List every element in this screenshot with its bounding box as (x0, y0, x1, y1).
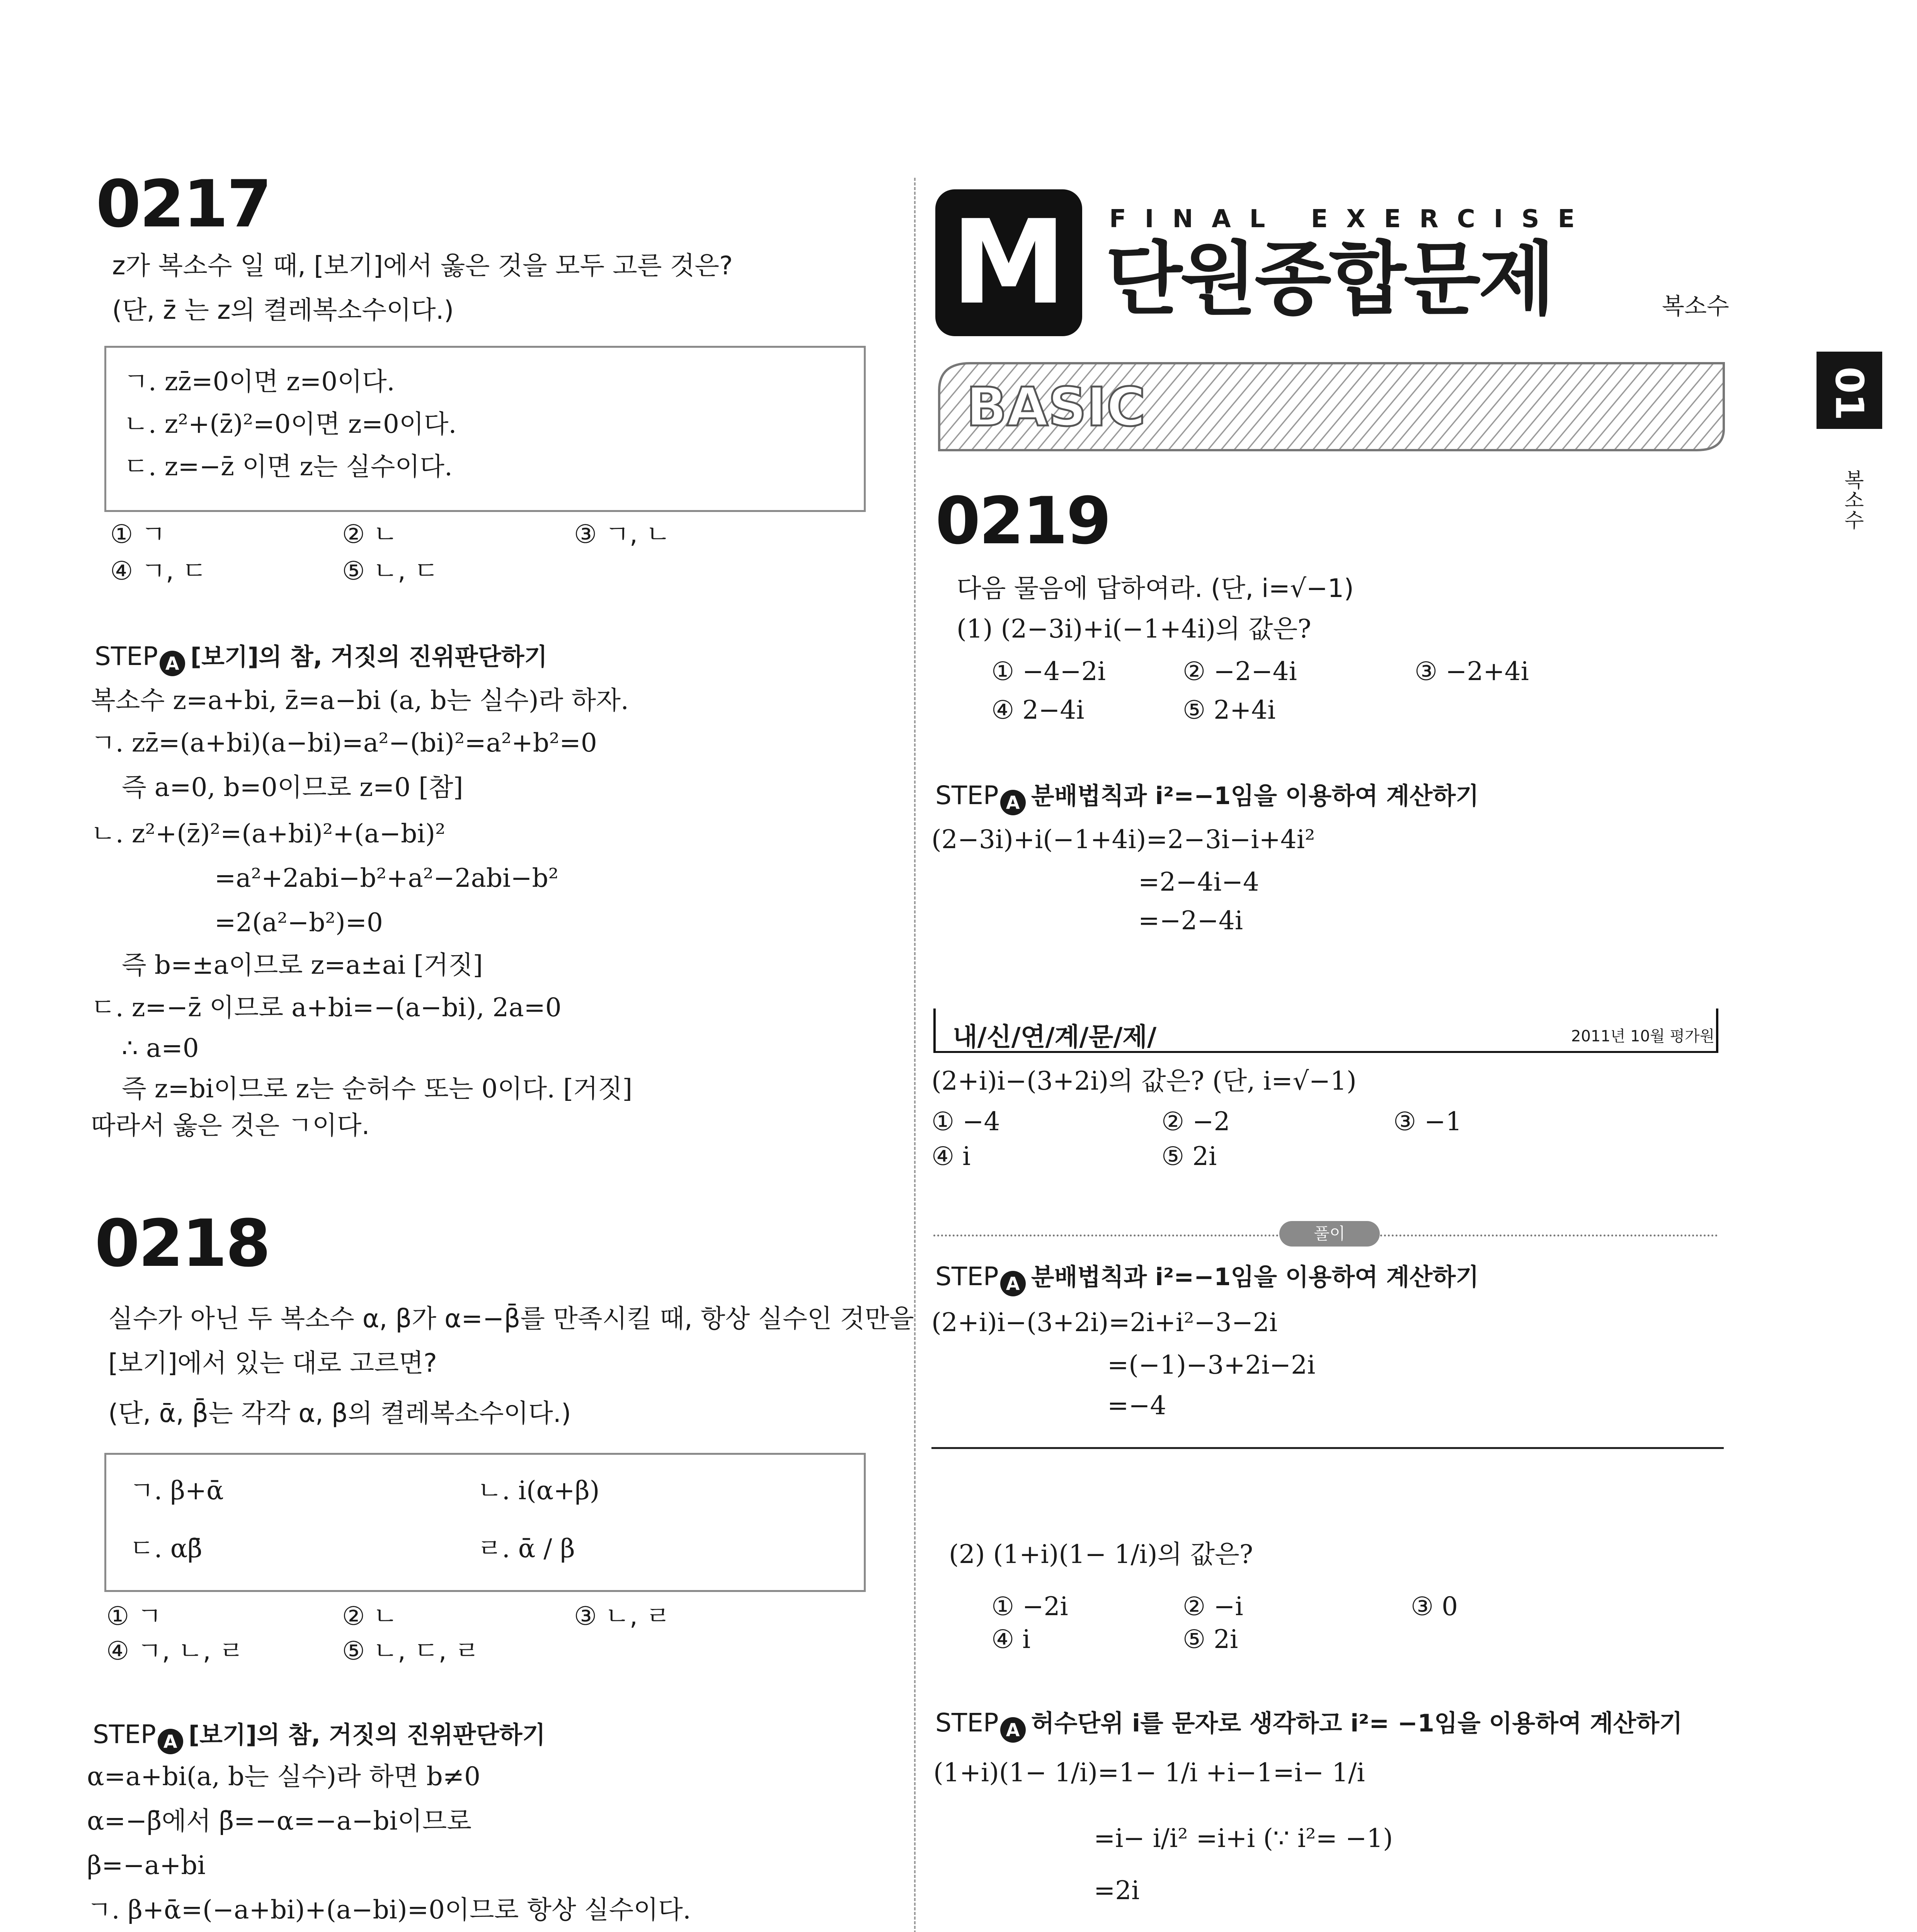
step-title: 허수단위 i를 문자로 생각하고 i²= −1임을 이용하여 계산하기 (1031, 1709, 1683, 1737)
solution-line: ㄱ. zz̄=(a+bi)(a−bi)=a²−(bi)²=a²+b²=0 (91, 728, 597, 758)
solution-line: (2+i)i−(3+2i)=2i+i²−3−2i (931, 1308, 1278, 1337)
solution-tag: 풀이 (1279, 1221, 1380, 1247)
choice[interactable]: ④ i (931, 1141, 971, 1171)
solution-line: 따라서 옳은 것은 ㄱ이다. (91, 1111, 370, 1140)
choice[interactable]: ② −2 (1161, 1107, 1230, 1136)
choice[interactable]: ⑤ 2i (1161, 1141, 1217, 1171)
solution-line: β=−a+bi (87, 1850, 206, 1880)
solution-line: (2−3i)+i(−1+4i)=2−3i−i+4i² (931, 825, 1315, 854)
question-line: 실수가 아닌 두 복소수 α, β가 α=−β̄를 만족시킬 때, 항상 실수인 것만을 (108, 1304, 914, 1333)
solution-line: =−2−4i (1138, 906, 1243, 935)
question-line: [보기]에서 있는 대로 고르면? (108, 1348, 437, 1378)
step-label: STEP (935, 1708, 999, 1738)
choice[interactable]: ③ −2+4i (1415, 656, 1529, 686)
box-item: ㄴ. i(α+β) (477, 1476, 600, 1505)
choice[interactable]: ④ ㄱ, ㄷ (110, 556, 207, 586)
solution-line: 즉 z=bi이므로 z는 순허수 또는 0이다. [거짓] (122, 1074, 633, 1104)
example-box (104, 1453, 866, 1592)
link-source: 2011년 10월 평가원 (1571, 1027, 1715, 1045)
choice[interactable]: ② −i (1183, 1592, 1243, 1621)
solution-line: =2(a²−b²)=0 (215, 908, 383, 937)
solution-line: =−4 (1107, 1391, 1166, 1420)
question-line: (1) (2−3i)+i(−1+4i)의 값은? (957, 614, 1311, 644)
solution-line: 즉 a=0, b=0이므로 z=0 [참] (122, 772, 463, 802)
step-label: STEP (935, 1262, 999, 1291)
box-item: ㄷ. z=−z̄ 이면 z는 실수이다. (124, 452, 453, 481)
step-header (935, 1704, 1682, 1743)
chapter-name: 복소수 (1662, 293, 1729, 320)
choice[interactable]: ⑤ 2i (1183, 1624, 1238, 1654)
choice[interactable]: ① ㄱ (106, 1601, 162, 1631)
link-bar-right (1716, 1009, 1718, 1053)
box-item: ㄹ. ᾱ / β (477, 1534, 575, 1563)
choice[interactable]: ③ −1 (1393, 1107, 1462, 1136)
choice[interactable]: ① −2i (991, 1592, 1068, 1621)
choice[interactable]: ② −2−4i (1183, 656, 1297, 686)
choice[interactable]: ③ ㄴ, ㄹ (574, 1601, 671, 1631)
choice[interactable]: ④ ㄱ, ㄴ, ㄹ (106, 1636, 244, 1666)
choice[interactable]: ③ 0 (1411, 1592, 1458, 1621)
step-badge: A (1000, 1717, 1026, 1743)
question-line: (단, z̄ 는 z의 켤레복소수이다.) (112, 295, 454, 325)
step-label: STEP (93, 1719, 156, 1749)
solution-line: α=a+bi(a, b는 실수)라 하면 b≠0 (87, 1762, 480, 1791)
step-header (95, 638, 547, 676)
step-header (935, 777, 1479, 815)
question-line: (2+i)i−(3+2i)의 값은? (단, i=√−1) (931, 1066, 1357, 1096)
solution-line: 복소수 z=a+bi, z̄=a−bi (a, b는 실수)라 하자. (91, 685, 629, 715)
problem-number-0219: 0219 (935, 483, 1110, 559)
choice[interactable]: ② ㄴ (342, 1601, 398, 1631)
step-title: 분배법칙과 i²=−1임을 이용하여 계산하기 (1031, 782, 1479, 810)
solution-line: =2−4i−4 (1138, 867, 1259, 897)
solution-line: =i− i/i² =i+i (∵ i²= −1) (1094, 1823, 1393, 1853)
step-badge: A (1000, 790, 1026, 815)
step-badge: A (1000, 1271, 1026, 1296)
problem-number-0218: 0218 (95, 1206, 269, 1281)
section-rule (931, 1447, 1724, 1449)
step-header (935, 1258, 1479, 1296)
question-line: (단, ᾱ, β̄는 각각 α, β의 켤레복소수이다.) (108, 1398, 571, 1428)
step-header (93, 1716, 545, 1754)
link-title: 내/신/연/계/문/제/ (953, 1022, 1157, 1052)
final-exercise-label: FINAL EXERCISE (1109, 205, 1594, 233)
solution-line: =2i (1094, 1876, 1140, 1905)
solution-line: ㄱ. β+ᾱ=(−a+bi)+(a−bi)=0이므로 항상 실수이다. (87, 1895, 691, 1925)
solution-line: =a²+2abi−b²+a²−2abi−b² (215, 863, 559, 893)
choice[interactable]: ① ㄱ (110, 519, 166, 549)
step-label: STEP (95, 641, 158, 671)
question-line: 다음 물음에 답하여라. (단, i=√−1) (957, 573, 1354, 603)
step-title: [보기]의 참, 거짓의 진위판단하기 (188, 1721, 546, 1749)
choice[interactable]: ④ 2−4i (991, 695, 1084, 725)
question-line: z가 복소수 일 때, [보기]에서 옳은 것을 모두 고른 것은? (112, 251, 733, 281)
side-tab (1817, 352, 1882, 429)
column-divider (914, 178, 916, 1932)
choice[interactable]: ⑤ ㄴ, ㄷ (342, 556, 439, 586)
step-title: [보기]의 참, 거짓의 진위판단하기 (190, 643, 548, 671)
link-bar-left (933, 1009, 936, 1053)
side-tab-number: 01 (1827, 366, 1872, 421)
question-line: (2) (1+i)(1− 1/i)의 값은? (949, 1539, 1253, 1569)
box-item: ㄱ. zz̄=0이면 z=0이다. (124, 367, 395, 396)
solution-line: α=−β̄에서 β̄=−α=−a−bi이므로 (87, 1806, 472, 1836)
choice[interactable]: ② ㄴ (342, 519, 398, 549)
unit-title: 단원종합문제 (1105, 233, 1553, 326)
choice[interactable]: ⑤ 2+4i (1183, 695, 1276, 725)
solution-line: 즉 b=±a이므로 z=a±ai [거짓] (122, 950, 483, 980)
step-badge: A (160, 651, 185, 676)
choice[interactable]: ④ i (991, 1624, 1031, 1654)
choice[interactable]: ① −4−2i (991, 656, 1106, 686)
chapter-logo (935, 189, 1082, 336)
side-tab-label: 복소수 (1840, 469, 1864, 530)
choice[interactable]: ③ ㄱ, ㄴ (574, 519, 671, 549)
solution-line: (1+i)(1− 1/i)=1− 1/i +i−1=i− 1/i (933, 1758, 1365, 1787)
box-item: ㄱ. β+ᾱ (129, 1476, 224, 1505)
problem-number-0217: 0217 (96, 166, 271, 242)
logo-letter: M (951, 195, 1067, 330)
banner-label: BASIC (966, 376, 1146, 438)
solution-line: ㄷ. z=−z̄ 이므로 a+bi=−(a−bi), 2a=0 (91, 993, 562, 1022)
box-item: ㄴ. z²+(z̄)²=0이면 z=0이다. (124, 409, 457, 439)
step-title: 분배법칙과 i²=−1임을 이용하여 계산하기 (1031, 1263, 1479, 1291)
solution-line: ㄴ. z²+(z̄)²=(a+bi)²+(a−bi)² (91, 819, 446, 849)
solution-line: =(−1)−3+2i−2i (1107, 1350, 1316, 1380)
choice[interactable]: ① −4 (931, 1107, 1000, 1136)
step-label: STEP (935, 781, 999, 810)
box-item: ㄷ. αβ̄ (129, 1534, 203, 1563)
step-badge: A (158, 1729, 183, 1754)
choice[interactable]: ⑤ ㄴ, ㄷ, ㄹ (342, 1636, 480, 1666)
solution-line: ∴ a=0 (122, 1033, 199, 1063)
